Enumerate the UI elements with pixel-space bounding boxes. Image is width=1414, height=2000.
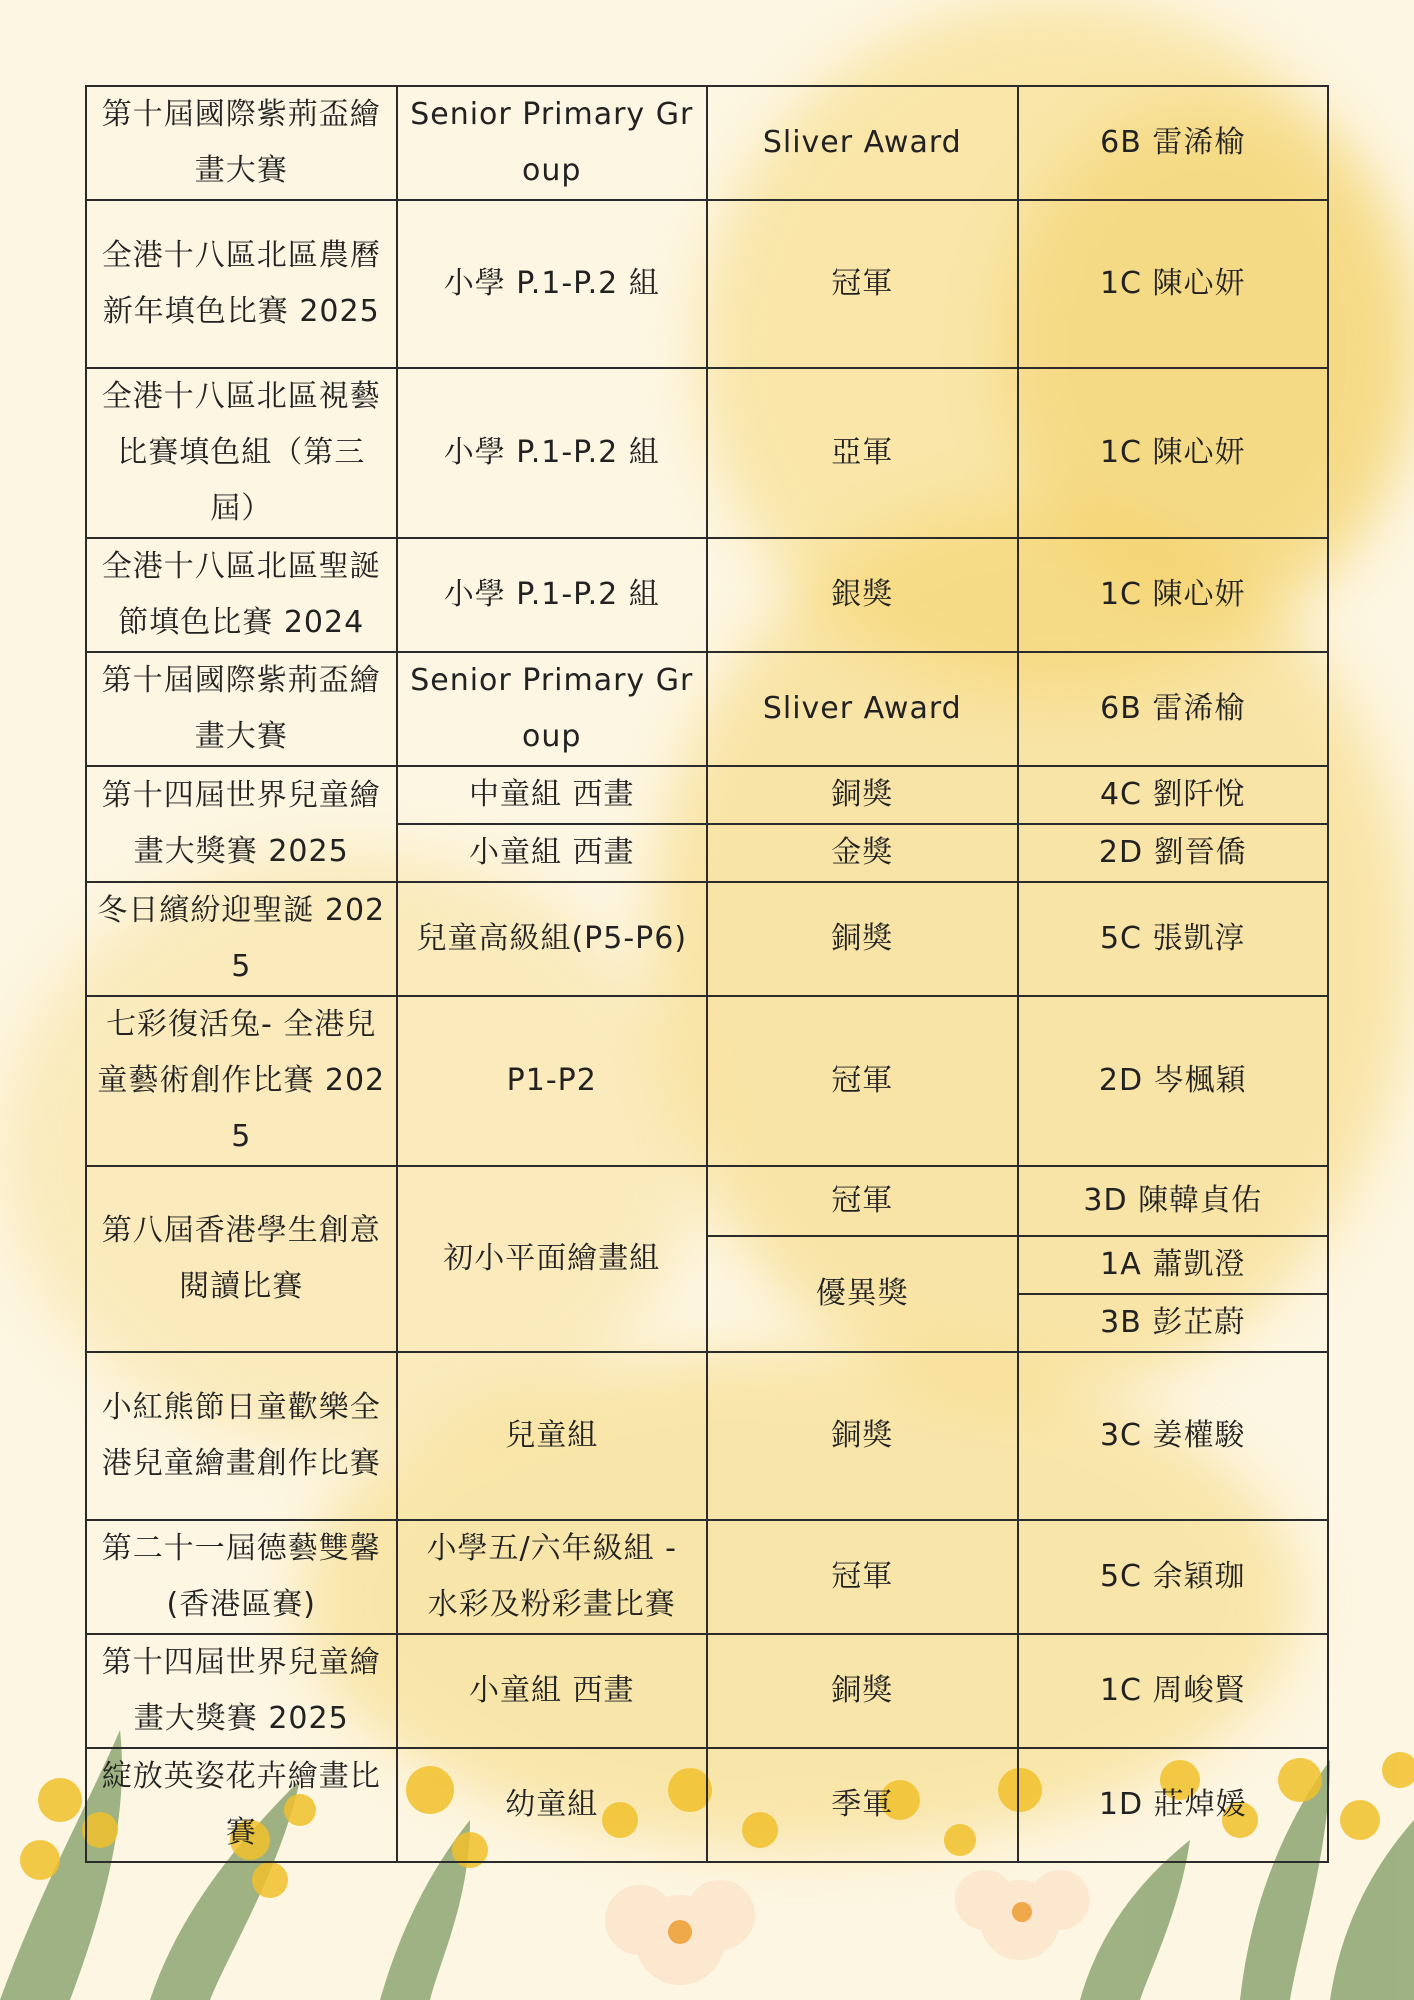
- competition-cell: 全港十八區北區聖誕節填色比賽 2024: [86, 538, 397, 652]
- group-cell: P1-P2: [397, 996, 708, 1166]
- group-cell: 兒童高級組(P5-P6): [397, 882, 708, 996]
- group-cell: 初小平面繪畫組: [397, 1166, 708, 1352]
- table-row: [86, 1352, 1328, 1520]
- student-cell: 5C 余穎珈: [1018, 1520, 1329, 1634]
- award-cell: 銅獎: [707, 1634, 1018, 1748]
- award-cell: 金獎: [707, 824, 1018, 882]
- student-cell: 1D 莊焯媛: [1018, 1748, 1329, 1862]
- group-cell: Senior Primary Group: [397, 86, 708, 200]
- table-row: [86, 1634, 1328, 1748]
- competition-cell: 第十屆國際紫荊盃繪畫大賽: [86, 86, 397, 200]
- competition-cell: 第十屆國際紫荊盃繪畫大賽: [86, 652, 397, 766]
- student-cell: 4C 劉阡悅: [1018, 766, 1329, 824]
- table-row: [86, 368, 1328, 538]
- table-row: [86, 766, 1328, 824]
- table-row: [86, 1520, 1328, 1634]
- awards-table: [85, 85, 1329, 1863]
- table-row: [86, 652, 1328, 766]
- student-cell: 3B 彭芷蔚: [1018, 1294, 1329, 1352]
- competition-cell: 全港十八區北區農曆新年填色比賽 2025: [86, 200, 397, 368]
- table-row: [86, 538, 1328, 652]
- table-row: [86, 882, 1328, 996]
- group-cell: 小學 P.1-P.2 組: [397, 368, 708, 538]
- student-cell: 1C 陳心妍: [1018, 200, 1329, 368]
- student-cell: 3C 姜權駿: [1018, 1352, 1329, 1520]
- award-cell: 銀獎: [707, 538, 1018, 652]
- award-cell: 冠軍: [707, 1166, 1018, 1236]
- group-cell: 小童組 西畫: [397, 824, 708, 882]
- table-row: [86, 1166, 1328, 1236]
- group-cell: 兒童組: [397, 1352, 708, 1520]
- student-cell: 2D 劉晉僑: [1018, 824, 1329, 882]
- competition-cell: 第二十一屆德藝雙馨(香港區賽): [86, 1520, 397, 1634]
- award-cell: 銅獎: [707, 882, 1018, 996]
- award-cell: 季軍: [707, 1748, 1018, 1862]
- group-cell: 中童組 西畫: [397, 766, 708, 824]
- student-cell: 5C 張凱淳: [1018, 882, 1329, 996]
- competition-cell: 第十四屆世界兒童繪畫大獎賽 2025: [86, 1634, 397, 1748]
- competition-cell: 第十四屆世界兒童繪畫大獎賽 2025: [86, 766, 397, 882]
- award-cell: Sliver Award: [707, 86, 1018, 200]
- competition-cell: 小紅熊節日童歡樂全港兒童繪畫創作比賽: [86, 1352, 397, 1520]
- award-cell: 冠軍: [707, 200, 1018, 368]
- award-cell: 優異獎: [707, 1236, 1018, 1352]
- group-cell: 小學 P.1-P.2 組: [397, 200, 708, 368]
- competition-cell: 七彩復活兔- 全港兒童藝術創作比賽 2025: [86, 996, 397, 1166]
- student-cell: 1C 陳心妍: [1018, 538, 1329, 652]
- group-cell: 小童組 西畫: [397, 1634, 708, 1748]
- competition-cell: 第八屆香港學生創意閱讀比賽: [86, 1166, 397, 1352]
- student-cell: 1C 陳心妍: [1018, 368, 1329, 538]
- group-cell: 小學五/六年級組 - 水彩及粉彩畫比賽: [397, 1520, 708, 1634]
- award-cell: 亞軍: [707, 368, 1018, 538]
- competition-cell: 全港十八區北區視藝比賽填色組（第三屆）: [86, 368, 397, 538]
- competition-cell: 綻放英姿花卉繪畫比賽: [86, 1748, 397, 1862]
- award-cell: 銅獎: [707, 1352, 1018, 1520]
- award-cell: Sliver Award: [707, 652, 1018, 766]
- table-row: [86, 996, 1328, 1166]
- student-cell: 6B 雷浠榆: [1018, 86, 1329, 200]
- student-cell: 6B 雷浠榆: [1018, 652, 1329, 766]
- group-cell: 小學 P.1-P.2 組: [397, 538, 708, 652]
- student-cell: 1C 周峻賢: [1018, 1634, 1329, 1748]
- table-row: [86, 200, 1328, 368]
- group-cell: 幼童組: [397, 1748, 708, 1862]
- student-cell: 2D 岑楓穎: [1018, 996, 1329, 1166]
- table-row: [86, 1748, 1328, 1862]
- award-cell: 銅獎: [707, 766, 1018, 824]
- student-cell: 1A 蕭凱澄: [1018, 1236, 1329, 1294]
- competition-cell: 冬日繽紛迎聖誕 2025: [86, 882, 397, 996]
- table-row: [86, 86, 1328, 200]
- group-cell: Senior Primary Group: [397, 652, 708, 766]
- award-cell: 冠軍: [707, 1520, 1018, 1634]
- award-cell: 冠軍: [707, 996, 1018, 1166]
- student-cell: 3D 陳韓貞佑: [1018, 1166, 1329, 1236]
